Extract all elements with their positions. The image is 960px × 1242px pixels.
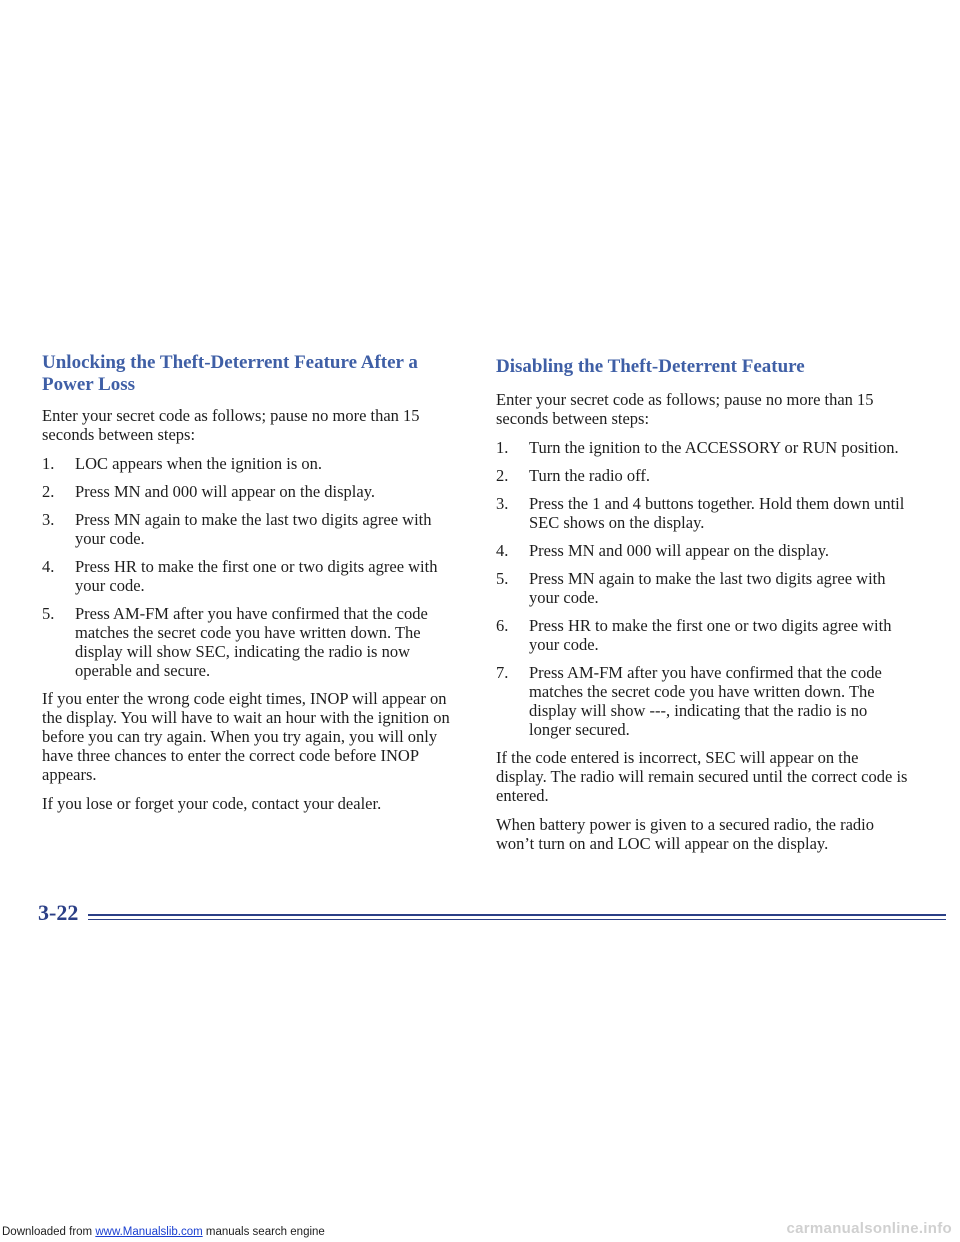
page-number: 3-22 bbox=[38, 900, 79, 925]
footer-rule-thin bbox=[88, 919, 946, 920]
list-item bbox=[496, 616, 908, 654]
step-number: 5. bbox=[42, 604, 55, 623]
step-text: Press HR to make the first one or two digits agree with your code. bbox=[75, 557, 438, 595]
list-item bbox=[496, 541, 908, 560]
step-number: 5. bbox=[496, 569, 509, 588]
step-number: 6. bbox=[496, 616, 509, 635]
step-text: Turn the radio off. bbox=[529, 466, 650, 485]
left-steps-list bbox=[42, 454, 462, 680]
left-intro-text: Enter your secret code as follows; pause no more than 15 seconds between steps: bbox=[42, 406, 420, 444]
download-credit bbox=[2, 1226, 325, 1238]
right-intro-text: Enter your secret code as follows; pause no more than 15 seconds between steps: bbox=[496, 390, 874, 428]
left-section-heading: Unlocking the Theft-Deterrent Feature After a Power Loss bbox=[42, 352, 418, 395]
right-steps-list bbox=[496, 438, 908, 739]
list-item bbox=[496, 569, 908, 607]
step-number: 1. bbox=[496, 438, 509, 457]
step-number: 4. bbox=[42, 557, 55, 576]
download-suffix: manuals search engine bbox=[202, 1226, 325, 1238]
step-text: Press AM-FM after you have confirmed that the code matches the secret code you have written down. The display will show SEC, indicating the radio is now operable and secure. bbox=[75, 604, 428, 680]
page-footer bbox=[38, 900, 908, 930]
step-text: Press MN and 000 will appear on the display. bbox=[75, 482, 376, 501]
step-number: 3. bbox=[496, 494, 509, 513]
step-number: 4. bbox=[496, 541, 509, 560]
list-item bbox=[496, 663, 908, 739]
step-number: 3. bbox=[42, 510, 55, 529]
list-item bbox=[42, 510, 462, 548]
right-paragraph-incorrect-code: If the code entered is incorrect, SEC will appear on the display. The radio will remain secured until the correct code is entered. bbox=[496, 748, 908, 805]
watermark: carmanualsonline.info bbox=[786, 1220, 952, 1237]
footer-rule bbox=[88, 914, 946, 916]
manualslib-link[interactable]: www.Manualslib.com bbox=[95, 1226, 203, 1238]
step-text: LOC appears when the ignition is on. bbox=[75, 454, 323, 473]
step-number: 1. bbox=[42, 454, 55, 473]
left-paragraph-lost-code: If you lose or forget your code, contact your dealer. bbox=[42, 794, 382, 813]
right-paragraph-battery-power: When battery power is given to a secured radio, the radio won’t turn on and LOC will appear on the display. bbox=[496, 815, 874, 853]
step-text: Press the 1 and 4 buttons together. Hold them down until SEC shows on the display. bbox=[529, 494, 905, 532]
step-text: Press MN again to make the last two digits agree with your code. bbox=[75, 510, 432, 548]
list-item bbox=[496, 494, 908, 532]
download-prefix: Downloaded from bbox=[2, 1226, 96, 1238]
step-number: 7. bbox=[496, 663, 509, 682]
step-number: 2. bbox=[496, 466, 509, 485]
list-item bbox=[42, 454, 462, 473]
step-number: 2. bbox=[42, 482, 55, 501]
left-paragraph-wrong-code: If you enter the wrong code eight times, INOP will appear on the display. You will have to wait an hour with the ignition on before you can try again. When you try again, you will only have three chances to enter the correct code before INOP appears. bbox=[42, 689, 450, 784]
list-item bbox=[496, 438, 908, 457]
step-text: Press MN again to make the last two digits agree with your code. bbox=[529, 569, 886, 607]
step-text: Press AM-FM after you have confirmed that the code matches the secret code you have written down. The display will show ---, indicating that the radio is no longer secured. bbox=[529, 663, 882, 739]
right-section-heading: Disabling the Theft-Deterrent Feature bbox=[496, 356, 805, 377]
list-item bbox=[496, 466, 908, 485]
step-text: Turn the ignition to the ACCESSORY or RUN position. bbox=[529, 438, 899, 457]
step-text: Press MN and 000 will appear on the display. bbox=[529, 541, 830, 560]
right-column bbox=[496, 352, 908, 863]
step-text: Press HR to make the first one or two digits agree with your code. bbox=[529, 616, 892, 654]
list-item bbox=[42, 604, 462, 680]
left-column bbox=[42, 352, 462, 823]
list-item bbox=[42, 482, 462, 501]
list-item bbox=[42, 557, 462, 595]
